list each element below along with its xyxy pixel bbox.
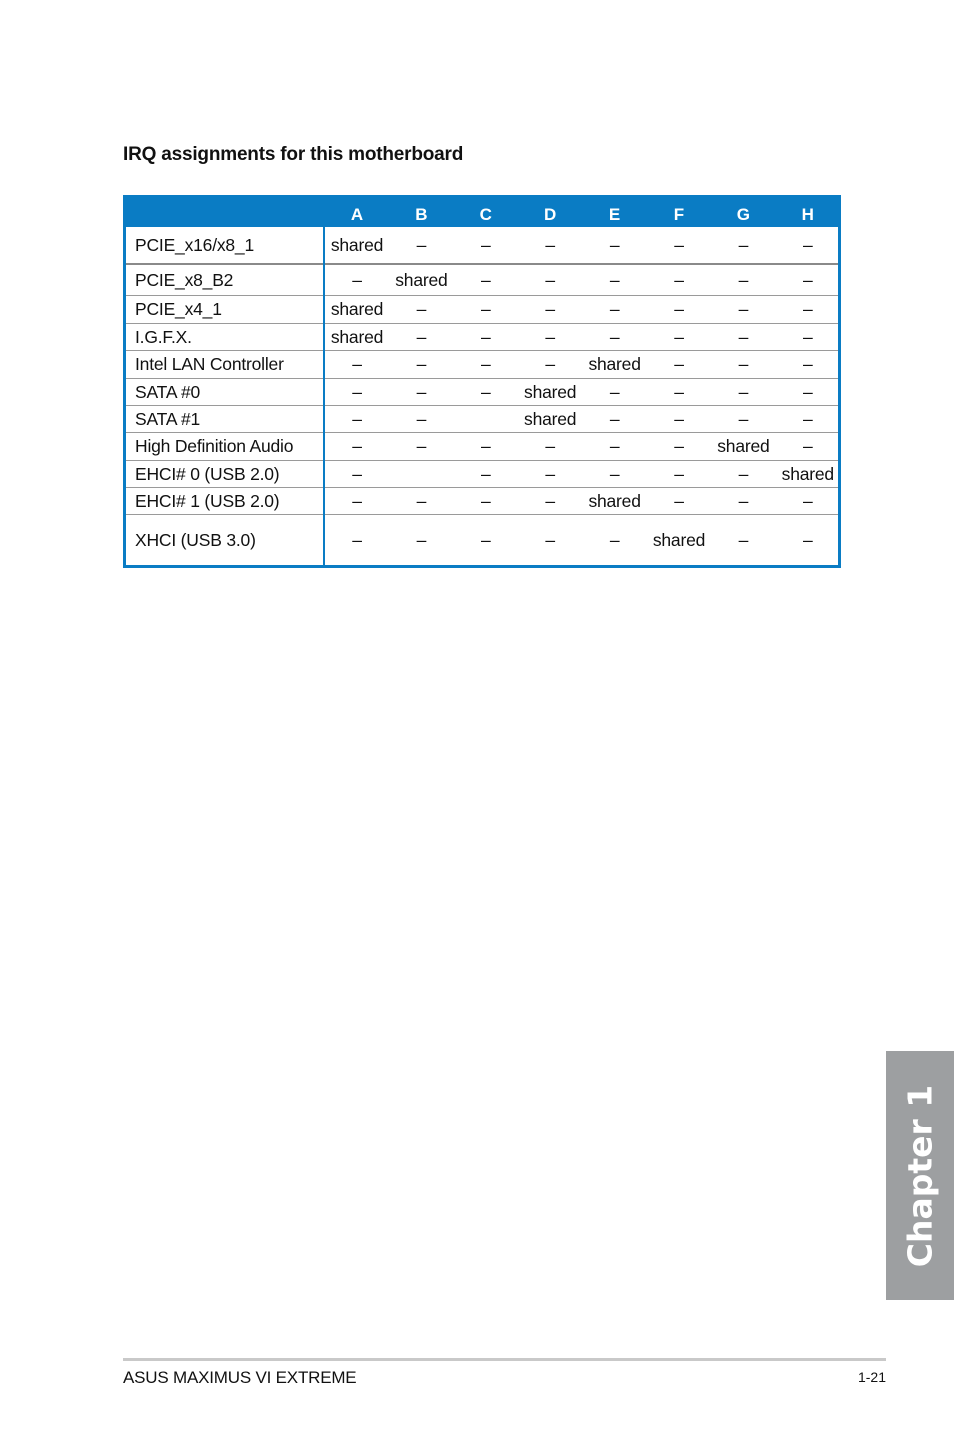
- irq-cell-c: –: [481, 436, 491, 456]
- irq-cell-g: –: [738, 354, 749, 374]
- irq-cell-a: –: [352, 463, 362, 484]
- row-label: Intel LAN Controller: [135, 354, 284, 374]
- irq-cell-e: –: [609, 463, 620, 484]
- irq-cell-f: –: [674, 234, 684, 255]
- irq-cell-a: –: [352, 490, 362, 511]
- irq-cell-d: –: [545, 463, 555, 484]
- row-label: EHCI# 0 (USB 2.0): [135, 463, 280, 484]
- column-header-c: C: [479, 205, 492, 224]
- column-header-e: E: [608, 205, 621, 224]
- irq-cell-b: [389, 461, 453, 487]
- irq-cell-d: shared: [524, 408, 577, 429]
- irq-cell-e: –: [609, 269, 620, 290]
- irq-cell-g: –: [738, 408, 749, 429]
- irq-cell-f: –: [674, 299, 684, 319]
- row-label: EHCI# 1 (USB 2.0): [135, 490, 280, 511]
- irq-cell-a: –: [352, 436, 362, 456]
- irq-cell-f: –: [674, 408, 684, 429]
- table-row: [126, 351, 838, 379]
- table-header-row: [126, 198, 838, 227]
- irq-cell-b: –: [416, 408, 427, 429]
- row-label: SATA #0: [135, 381, 201, 402]
- column-header-a: A: [350, 205, 364, 224]
- irq-cell-f: –: [674, 269, 684, 290]
- irq-cell-d: –: [545, 354, 555, 374]
- row-label: XHCI (USB 3.0): [135, 529, 256, 550]
- irq-cell-b: –: [416, 490, 427, 511]
- irq-cell-h: –: [803, 354, 813, 374]
- table-row: [126, 379, 838, 406]
- irq-cell-e: –: [609, 326, 620, 347]
- irq-cell-f: –: [674, 436, 684, 456]
- irq-cell-a: –: [352, 269, 362, 290]
- footer-product-name: ASUS MAXIMUS VI EXTREME: [123, 1368, 357, 1387]
- irq-cell-d: –: [545, 234, 555, 255]
- irq-cell-g: –: [738, 234, 749, 255]
- irq-cell-b: –: [416, 354, 427, 374]
- row-label: High Definition Audio: [135, 436, 294, 456]
- row-label: PCIE_x4_1: [135, 299, 222, 319]
- irq-cell-e: shared: [588, 490, 641, 511]
- table-row: [126, 265, 838, 296]
- irq-cell-g: shared: [717, 436, 770, 456]
- irq-cell-d: –: [545, 269, 555, 290]
- irq-cell-c: –: [481, 490, 491, 511]
- section-heading: IRQ assignments for this motherboard: [123, 144, 464, 165]
- irq-cell-c: –: [481, 354, 491, 374]
- irq-cell-g: –: [738, 299, 749, 319]
- irq-cell-a: –: [352, 354, 362, 374]
- irq-cell-c: –: [481, 299, 491, 319]
- irq-cell-h: shared: [781, 463, 834, 484]
- irq-cell-b: –: [416, 436, 427, 456]
- table-row: [126, 324, 838, 351]
- footer-rule: [123, 1358, 886, 1361]
- column-header-b: B: [415, 205, 428, 224]
- irq-cell-e: –: [609, 299, 620, 319]
- row-label: PCIE_x8_B2: [135, 269, 234, 290]
- irq-cell-d: –: [545, 436, 555, 456]
- irq-cell-g: –: [738, 529, 749, 550]
- chapter-tab: [886, 1051, 954, 1300]
- irq-cell-h: –: [803, 326, 813, 347]
- irq-cell-c: –: [481, 381, 491, 402]
- irq-cell-g: –: [738, 326, 749, 347]
- irq-cell-b: –: [416, 326, 427, 347]
- irq-cell-h: –: [803, 490, 813, 511]
- irq-cell-b: –: [416, 234, 427, 255]
- irq-cell-g: –: [738, 463, 749, 484]
- irq-cell-e: shared: [588, 354, 641, 374]
- irq-cell-h: –: [803, 529, 813, 550]
- irq-cell-a: –: [352, 408, 362, 429]
- irq-cell-e: –: [609, 234, 620, 255]
- irq-cell-c: –: [481, 529, 491, 550]
- row-label: SATA #1: [135, 408, 201, 429]
- irq-cell-f: shared: [652, 529, 706, 550]
- table-row: [126, 433, 838, 461]
- column-header-d: D: [544, 205, 557, 224]
- irq-cell-b: shared: [395, 269, 448, 290]
- irq-cell-g: –: [738, 381, 749, 402]
- row-label: I.G.F.X.: [135, 326, 192, 347]
- irq-cell-h: –: [803, 408, 813, 429]
- table-row: [126, 406, 838, 433]
- irq-cell-e: –: [609, 436, 620, 456]
- row-label: PCIE_x16/x8_1: [135, 234, 255, 255]
- irq-cell-a: –: [352, 529, 362, 550]
- irq-cell-d: –: [545, 299, 555, 319]
- footer-page-number: 1-21: [857, 1369, 886, 1385]
- irq-cell-f: –: [674, 463, 684, 484]
- irq-cell-h: –: [803, 381, 813, 402]
- irq-cell-e: –: [609, 529, 620, 550]
- irq-cell-b: –: [416, 529, 427, 550]
- table-row: [126, 515, 838, 565]
- table-row: [126, 461, 838, 488]
- irq-cell-d: –: [545, 326, 555, 347]
- irq-cell-h: –: [803, 299, 813, 319]
- irq-cell-e: –: [609, 381, 620, 402]
- irq-cell-f: –: [674, 354, 684, 374]
- irq-table: [123, 195, 841, 568]
- irq-cell-a: shared: [330, 299, 384, 319]
- irq-cell-a: shared: [330, 234, 384, 255]
- table-row: [126, 488, 838, 515]
- table-row: [126, 227, 838, 265]
- irq-cell-c: –: [481, 234, 491, 255]
- column-header-f: F: [673, 205, 685, 224]
- irq-cell-b: –: [416, 381, 427, 402]
- irq-cell-g: –: [738, 490, 749, 511]
- irq-cell-c: –: [481, 326, 491, 347]
- irq-cell-f: –: [674, 490, 684, 511]
- irq-cell-f: –: [674, 381, 684, 402]
- irq-cell-f: –: [674, 326, 684, 347]
- column-header-g: G: [736, 205, 750, 224]
- column-divider: [323, 227, 325, 565]
- irq-cell-h: –: [803, 234, 813, 255]
- irq-cell-h: –: [803, 269, 813, 290]
- irq-cell-h: –: [803, 436, 813, 456]
- irq-cell-c: –: [481, 463, 491, 484]
- irq-cell-c: –: [481, 269, 491, 290]
- irq-cell-c: [454, 406, 518, 432]
- table-row: [126, 296, 838, 324]
- irq-cell-a: shared: [330, 326, 384, 347]
- column-header-h: H: [801, 205, 814, 224]
- irq-cell-g: –: [738, 269, 749, 290]
- irq-cell-e: –: [609, 408, 620, 429]
- irq-cell-d: –: [545, 529, 555, 550]
- irq-cell-d: shared: [524, 381, 577, 402]
- irq-cell-a: –: [352, 381, 362, 402]
- irq-cell-b: –: [416, 299, 427, 319]
- irq-cell-d: –: [545, 490, 555, 511]
- chapter-tab-label: Chapter 1: [900, 1084, 940, 1267]
